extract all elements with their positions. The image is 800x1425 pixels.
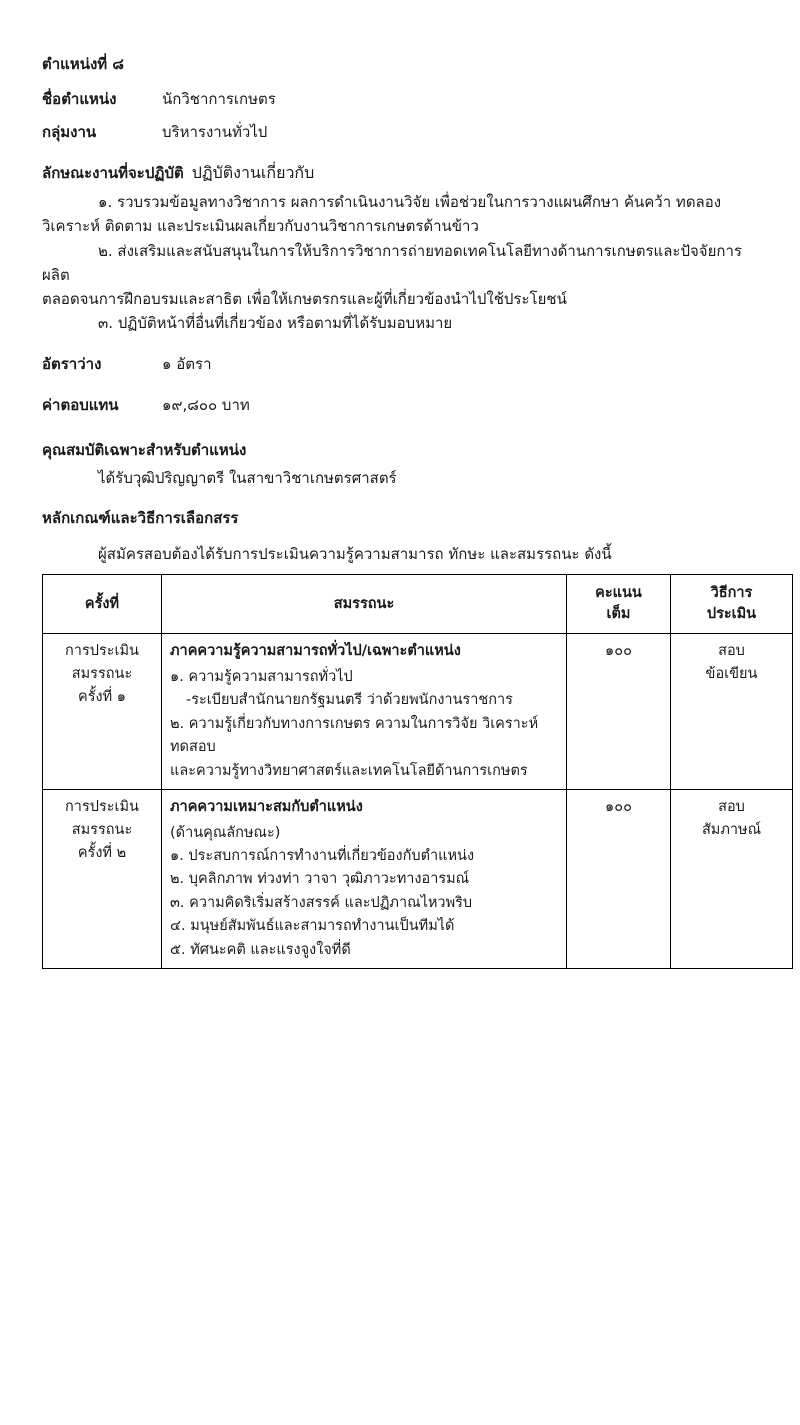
table-header-competency: สมรรถนะ — [162, 575, 567, 634]
row2-method — [671, 790, 793, 969]
field-value-work-group: บริหารงานทั่วไป — [162, 123, 268, 141]
row2-round-line1: การประเมิน — [65, 799, 139, 816]
field-value-position-name: นักวิชาการเกษตร — [162, 90, 276, 108]
duties-value: ปฏิบัติงานเกี่ยวกับ — [191, 163, 315, 182]
row2-method-line1: สอบ — [718, 799, 745, 816]
field-position-name — [42, 87, 758, 111]
duty-item-2-cont: ตลอดจนการฝึกอบรมและสาธิต เพื่อให้เกษตรกรและผู้ที่เกี่ยวข้องนำไปใช้ประโยชน์ — [42, 290, 567, 309]
row1-round-line3: ครั้งที่ ๑ — [78, 689, 126, 706]
row1-round-line1: การประเมิน — [65, 643, 139, 660]
row2-competency-item-4: ๓. ความคิดริเริ่มสร้างสรรค์ และปฏิภาณไหวพริบ — [170, 894, 473, 911]
qualification-heading: คุณสมบัติเฉพาะสำหรับตำแหน่ง — [42, 440, 247, 459]
table-header-method — [671, 575, 793, 634]
table-header-method-line1: วิธีการ — [710, 585, 753, 602]
criteria-intro: ผู้สมัครสอบต้องได้รับการประเมินความรู้ความสามารถ ทักษะ และสมรรถนะ ดังนี้ — [98, 545, 612, 564]
duties-label: ลักษณะงานที่จะปฏิบัติ — [42, 164, 184, 182]
assessment-table — [42, 574, 793, 969]
field-salary — [42, 393, 758, 417]
table-header-score-line1: คะแนน — [595, 585, 642, 602]
field-value-vacancy: ๑ อัตรา — [162, 354, 212, 373]
duties-heading — [42, 161, 758, 186]
field-value-salary: ๑๙,๘๐๐ บาท — [162, 395, 250, 414]
row1-competency-item-1: ๑. ความรู้ความสามารถทั่วไป — [170, 668, 353, 685]
row1-method-line2: ข้อเขียน — [705, 666, 758, 683]
row2-competency — [162, 790, 567, 969]
table-header-score — [567, 575, 671, 634]
row1-score: ๑๐๐ — [567, 634, 671, 790]
row2-competency-item-2: ๑. ประสบการณ์การทำงานที่เกี่ยวข้องกับตำแหน่ง — [170, 847, 475, 864]
table-row — [43, 634, 793, 790]
table-row — [43, 790, 793, 969]
criteria-heading: หลักเกณฑ์และวิธีการเลือกสรร — [42, 509, 239, 528]
row2-competency-item-3: ๒. บุคลิกภาพ ท่วงท่า วาจา วุฒิภาวะทางอารมณ์ — [170, 871, 470, 888]
row2-round — [43, 790, 162, 969]
row2-competency-item-1: (ด้านคุณลักษณะ) — [170, 824, 281, 841]
field-label-position-name: ชื่อตำแหน่ง — [42, 90, 117, 108]
duty-item-2: ๒. ส่งเสริมและสนับสนุนในการให้บริการวิชาการถ่ายทอดเทคโนโลยีทางด้านการเกษตรและปัจจัยการผลิต — [42, 241, 742, 284]
row1-competency-title: ภาคความรู้ความสามารถทั่วไป/เฉพาะตำแหน่ง — [170, 643, 461, 660]
table-header-method-line2: ประเมิน — [706, 606, 757, 623]
duty-item-1-cont: วิเคราะห์ ติดตาม และประเมินผลเกี่ยวกับงานวิชาการเกษตรด้านข้าว — [42, 217, 479, 236]
table-header-row — [43, 575, 793, 634]
row1-competency-item-2: -ระเบียบสำนักนายกรัฐมนตรี ว่าด้วยพนักงานราชการ — [186, 692, 513, 709]
position-number: ตำแหน่งที่ ๘ — [42, 55, 124, 73]
row1-method-line1: สอบ — [718, 643, 745, 660]
row2-round-line3: ครั้งที่ ๒ — [77, 845, 127, 862]
row1-method — [671, 634, 793, 790]
field-label-salary: ค่าตอบแทน — [42, 395, 119, 414]
row1-competency-item-4: และความรู้ทางวิทยาศาสตร์และเทคโนโลยีด้านการเกษตร — [170, 762, 528, 779]
row2-round-line2: สมรรถนะ — [71, 822, 133, 839]
row1-competency — [162, 634, 567, 790]
row1-round-line2: สมรรถนะ — [71, 666, 133, 683]
field-vacancy — [42, 352, 758, 376]
duty-item-3: ๓. ปฏิบัติหน้าที่อื่นที่เกี่ยวข้อง หรือตามที่ได้รับมอบหมาย — [98, 314, 453, 333]
table-header-score-line2: เต็ม — [606, 606, 631, 623]
table-header-round: ครั้งที่ — [43, 575, 162, 634]
row2-competency-item-5: ๔. มนุษย์สัมพันธ์และสามารถทำงานเป็นทีมได้ — [170, 918, 455, 935]
row2-competency-title: ภาคความเหมาะสมกับตำแหน่ง — [170, 799, 363, 816]
field-label-vacancy: อัตราว่าง — [42, 354, 102, 373]
duty-item-1: ๑. รวบรวมข้อมูลทางวิชาการ ผลการดำเนินงานวิจัย เพื่อช่วยในการวางแผนศึกษา ค้นคว้า ทดลอง — [98, 193, 722, 211]
field-work-group — [42, 120, 758, 144]
qualification-text: ได้รับวุฒิปริญญาตรี ในสาขาวิชาเกษตรศาสตร์ — [98, 468, 397, 487]
row2-competency-item-6: ๕. ทัศนะคติ และแรงจูงใจที่ดี — [170, 941, 351, 958]
row1-round — [43, 634, 162, 790]
row1-competency-item-3: ๒. ความรู้เกี่ยวกับทางการเกษตร ความในการวิจัย วิเคราะห์ ทดสอบ — [170, 715, 539, 756]
row2-method-line2: สัมภาษณ์ — [701, 822, 762, 839]
field-label-work-group: กลุ่มงาน — [42, 123, 97, 141]
row2-score: ๑๐๐ — [567, 790, 671, 969]
